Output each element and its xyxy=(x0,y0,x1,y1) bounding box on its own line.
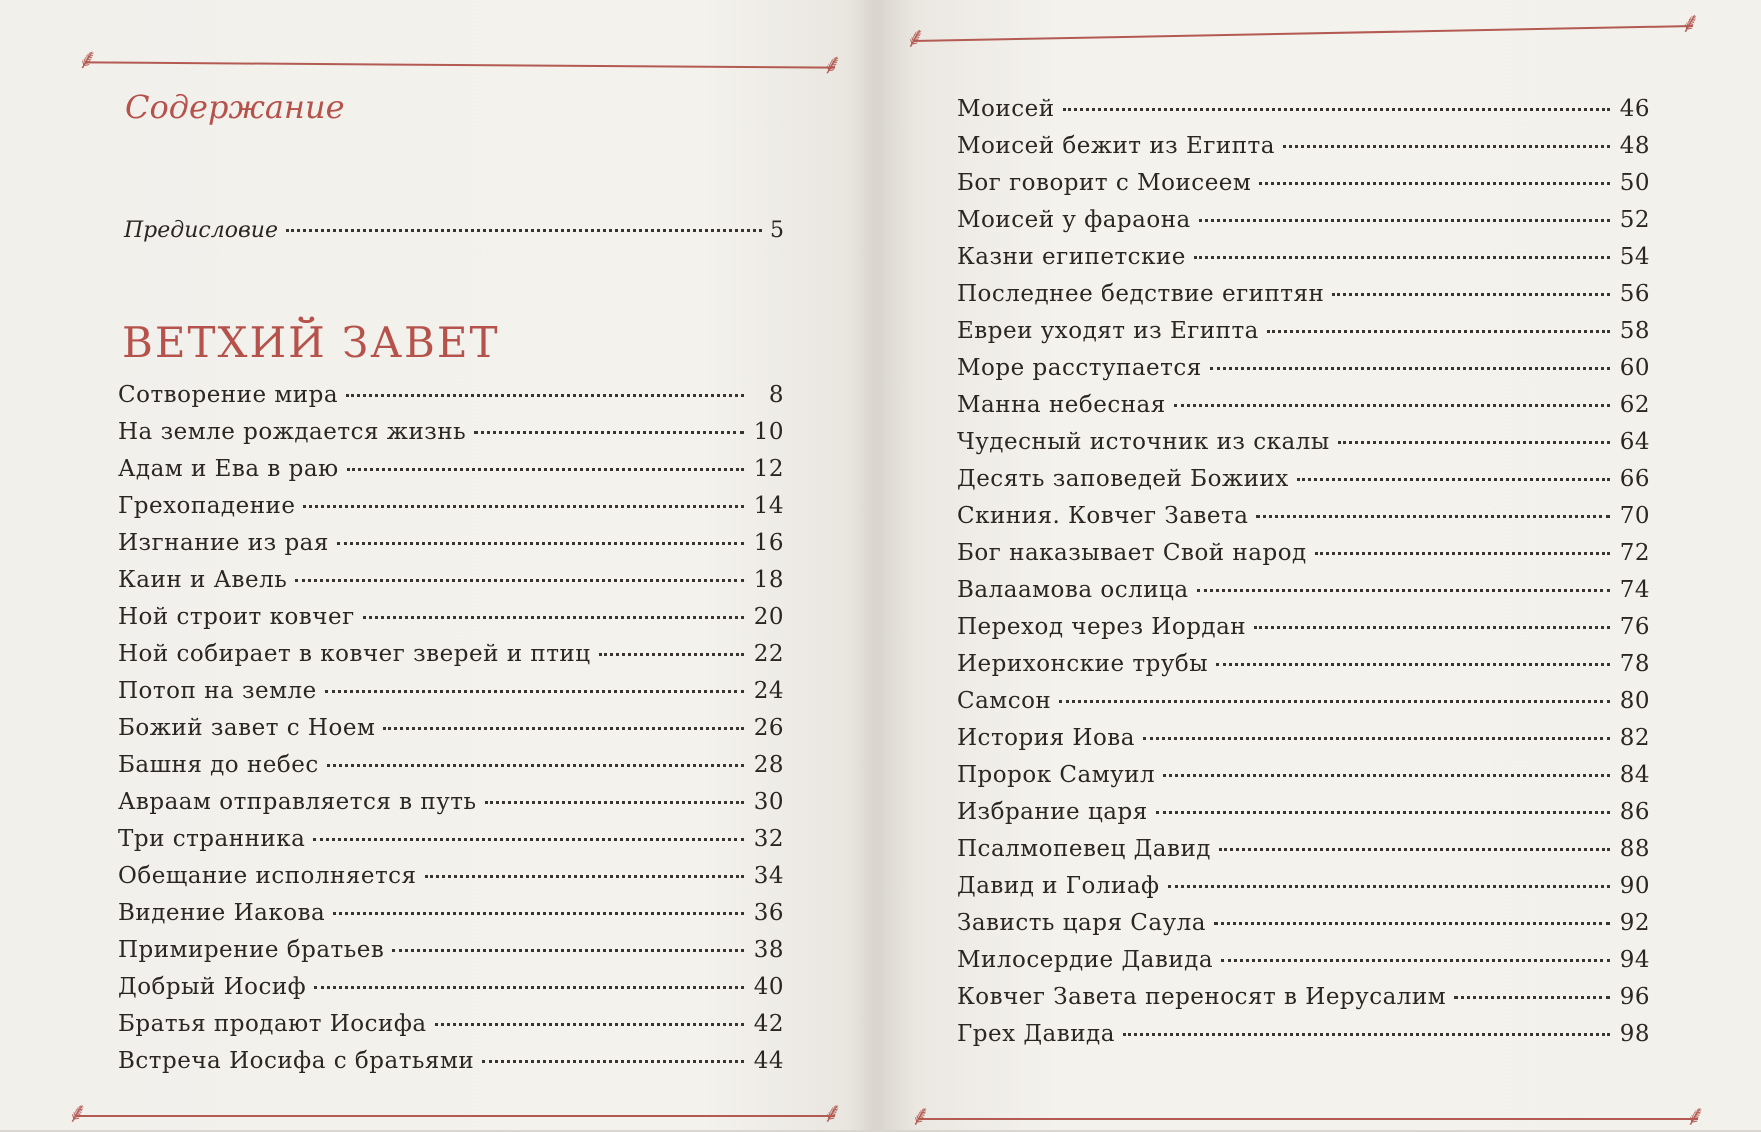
toc-entry[interactable] xyxy=(957,836,1650,873)
toc-entry-title: Бог говорит с Моисеем xyxy=(957,170,1252,196)
toc-entry[interactable] xyxy=(957,318,1650,355)
section-title: ВЕТХИЙ ЗАВЕТ xyxy=(122,318,500,367)
dot-leader xyxy=(1256,515,1610,518)
toc-entry-page: 54 xyxy=(1619,244,1650,270)
toc-entry-page: 72 xyxy=(1619,540,1650,566)
toc-entry[interactable] xyxy=(957,355,1650,392)
toc-entry[interactable] xyxy=(957,725,1650,762)
toc-entry-title: Обещание исполняется xyxy=(118,863,417,889)
toc-entry[interactable] xyxy=(957,429,1650,466)
dot-leader xyxy=(425,875,744,878)
toc-entry-page: 28 xyxy=(753,752,784,778)
toc-entry-title: Потоп на земле xyxy=(118,678,317,704)
dot-leader xyxy=(1259,182,1610,185)
toc-entry-page: 66 xyxy=(1619,466,1650,492)
toc-entry[interactable] xyxy=(118,1048,784,1085)
toc-entry[interactable] xyxy=(118,826,784,863)
toc-entry-title: Бог наказывает Свой народ xyxy=(957,540,1307,566)
toc-entry[interactable] xyxy=(957,947,1650,984)
toc-entry-title: Милосердие Давида xyxy=(957,947,1214,973)
toc-entry[interactable] xyxy=(957,540,1650,577)
toc-entry[interactable] xyxy=(957,984,1650,1021)
dot-leader xyxy=(286,229,762,232)
dot-leader xyxy=(333,912,744,915)
dot-leader xyxy=(337,542,744,545)
toc-entry-title: Чудесный источник из скалы xyxy=(957,429,1330,455)
top-ornament-rule xyxy=(904,5,1702,55)
ornament-curl-icon: ⸙ xyxy=(910,1099,932,1132)
toc-entry-title: Башня до небес xyxy=(118,752,319,778)
toc-entry[interactable] xyxy=(118,641,784,678)
dot-leader xyxy=(346,394,744,397)
toc-entry-page: 52 xyxy=(1619,207,1650,233)
dot-leader xyxy=(1194,256,1610,259)
toc-entry[interactable] xyxy=(957,170,1650,207)
toc-entry-title: Евреи уходят из Египта xyxy=(957,318,1259,344)
ornament-curl-icon: ⸙ xyxy=(821,1096,843,1129)
toc-entry-title: Зависть царя Саула xyxy=(957,910,1206,936)
dot-leader xyxy=(1163,774,1610,777)
toc-entry-page: 42 xyxy=(753,1011,784,1037)
toc-entry[interactable] xyxy=(118,752,784,789)
toc-entry-page: 76 xyxy=(1619,614,1650,640)
preface-page: 5 xyxy=(770,218,784,243)
toc-entry[interactable] xyxy=(957,688,1650,725)
toc-entry-page: 96 xyxy=(1619,984,1650,1010)
toc-entry[interactable] xyxy=(118,715,784,752)
toc-entry-page: 44 xyxy=(753,1048,784,1074)
toc-entry-page: 32 xyxy=(753,826,784,852)
toc-entry[interactable] xyxy=(957,614,1650,651)
dot-leader xyxy=(313,838,744,841)
dot-leader xyxy=(392,949,744,952)
toc-entry-page: 62 xyxy=(1619,392,1650,418)
toc-entry-title: Пророк Самуил xyxy=(957,762,1156,788)
toc-entry-title: Изгнание из рая xyxy=(118,530,329,556)
toc-entry-title: Скиния. Ковчег Завета xyxy=(957,503,1249,529)
toc-entry-title: Сотворение мира xyxy=(118,382,339,408)
toc-entry-title: Ковчег Завета переносят в Иерусалим xyxy=(957,984,1447,1010)
dot-leader xyxy=(435,1023,744,1026)
toc-entry-page: 56 xyxy=(1619,281,1650,307)
toc-entry[interactable] xyxy=(957,133,1650,170)
dot-leader xyxy=(1297,478,1610,481)
toc-entry-title: Встреча Иосифа с братьями xyxy=(118,1048,475,1074)
dot-leader xyxy=(1143,737,1610,740)
toc-entry[interactable] xyxy=(957,392,1650,429)
toc-entry-title: Казни египетские xyxy=(957,244,1186,270)
toc-entry[interactable] xyxy=(957,466,1650,503)
toc-entry-title: Переход через Иордан xyxy=(957,614,1247,640)
dot-leader xyxy=(1214,922,1610,925)
toc-entry-title: Моисей xyxy=(957,96,1055,122)
bottom-ornament-rule xyxy=(910,1099,1706,1132)
ornament-curl-icon: ⸙ xyxy=(1679,5,1702,40)
toc-entry-title: Десять заповедей Божиих xyxy=(957,466,1289,492)
dot-leader xyxy=(1063,108,1610,111)
toc-list-left xyxy=(118,382,784,1085)
dot-leader xyxy=(1332,293,1610,296)
dot-leader xyxy=(599,653,744,656)
toc-entry-page: 8 xyxy=(768,382,784,408)
toc-entry-title: Давид и Голиаф xyxy=(957,873,1160,899)
toc-entry[interactable] xyxy=(957,96,1650,133)
toc-entry-title: Видение Иакова xyxy=(118,900,326,926)
toc-entry[interactable] xyxy=(118,863,784,900)
toc-entry-title: Валаамова ослица xyxy=(957,577,1189,603)
toc-entry[interactable] xyxy=(957,244,1650,281)
toc-entry-page: 50 xyxy=(1619,170,1650,196)
toc-entry[interactable] xyxy=(957,577,1650,614)
dot-leader xyxy=(1199,219,1610,222)
dot-leader xyxy=(482,1060,744,1063)
toc-entry-page: 36 xyxy=(753,900,784,926)
toc-entry-title: Избрание царя xyxy=(957,799,1148,825)
right-page xyxy=(883,0,1761,1130)
dot-leader xyxy=(1216,663,1610,666)
toc-entry[interactable] xyxy=(118,456,784,493)
toc-entry-title: Ной собирает в ковчег зверей и птиц xyxy=(118,641,591,667)
toc-entry-title: Адам и Ева в раю xyxy=(118,456,339,482)
ornament-curl-icon: ⸙ xyxy=(1684,1099,1706,1132)
toc-entry-title: На земле рождается жизнь xyxy=(118,419,467,445)
dot-leader xyxy=(363,616,744,619)
toc-entry[interactable] xyxy=(957,799,1650,836)
dot-leader xyxy=(383,727,744,730)
toc-entry[interactable] xyxy=(957,873,1650,910)
toc-entry-page: 70 xyxy=(1619,503,1650,529)
bottom-ornament-rule xyxy=(67,1096,843,1129)
toc-entry-page: 10 xyxy=(753,419,784,445)
toc-entry-title: Море расступается xyxy=(957,355,1202,381)
toc-entry-page: 20 xyxy=(753,604,784,630)
toc-entry-page: 26 xyxy=(753,715,784,741)
ornament-curl-icon: ⸙ xyxy=(821,47,844,81)
toc-entry-page: 48 xyxy=(1619,133,1650,159)
toc-entry-page: 38 xyxy=(753,937,784,963)
toc-entry-title: Каин и Авель xyxy=(118,567,288,593)
toc-entry-title: Авраам отправляется в путь xyxy=(118,789,477,815)
preface-entry[interactable] xyxy=(124,218,784,243)
toc-entry-page: 84 xyxy=(1619,762,1650,788)
dot-leader xyxy=(474,431,744,434)
dot-leader xyxy=(1174,404,1610,407)
dot-leader xyxy=(347,468,744,471)
toc-entry[interactable] xyxy=(118,604,784,641)
ornament-curl-icon: ⸙ xyxy=(904,20,927,55)
toc-entry[interactable] xyxy=(118,974,784,1011)
toc-entry-page: 12 xyxy=(753,456,784,482)
dot-leader xyxy=(1210,367,1610,370)
toc-entry-title: Грех Давида xyxy=(957,1021,1115,1047)
toc-entry[interactable] xyxy=(957,762,1650,799)
toc-entry-page: 46 xyxy=(1619,96,1650,122)
toc-entry-page: 58 xyxy=(1619,318,1650,344)
preface-title: Предисловие xyxy=(124,218,278,243)
dot-leader xyxy=(1283,145,1610,148)
toc-entry-title: Братья продают Иосифа xyxy=(118,1011,427,1037)
toc-list-right xyxy=(957,96,1650,1058)
toc-entry-title: Божий завет с Ноем xyxy=(118,715,376,741)
toc-entry[interactable] xyxy=(957,1021,1650,1058)
ornament-curl-icon: ⸙ xyxy=(67,1096,89,1129)
dot-leader xyxy=(1219,848,1610,851)
dot-leader xyxy=(1454,996,1610,999)
toc-entry-title: Манна небесная xyxy=(957,392,1166,418)
left-page xyxy=(0,0,875,1130)
toc-entry[interactable] xyxy=(957,207,1650,244)
toc-entry[interactable] xyxy=(118,567,784,604)
toc-entry-page: 14 xyxy=(753,493,784,519)
toc-entry[interactable] xyxy=(118,493,784,530)
toc-entry-title: Грехопадение xyxy=(118,493,296,519)
toc-entry[interactable] xyxy=(957,281,1650,318)
dot-leader xyxy=(1254,626,1610,629)
dot-leader xyxy=(1059,700,1610,703)
toc-entry-title: Последнее бедствие египтян xyxy=(957,281,1325,307)
toc-entry-page: 78 xyxy=(1619,651,1650,677)
dot-leader xyxy=(303,505,744,508)
toc-entry-title: История Иова xyxy=(957,725,1135,751)
dot-leader xyxy=(1156,811,1610,814)
toc-entry-title: Самсон xyxy=(957,688,1052,714)
dot-leader xyxy=(1197,589,1610,592)
toc-entry-title: Три странника xyxy=(118,826,306,852)
dot-leader xyxy=(1315,552,1610,555)
toc-entry-page: 82 xyxy=(1619,725,1650,751)
top-ornament-rule xyxy=(76,42,844,81)
toc-entry[interactable] xyxy=(118,1011,784,1048)
dot-leader xyxy=(1123,1033,1610,1036)
toc-entry-page: 74 xyxy=(1619,577,1650,603)
toc-entry[interactable] xyxy=(957,651,1650,688)
toc-entry[interactable] xyxy=(957,503,1650,540)
toc-entry-page: 60 xyxy=(1619,355,1650,381)
toc-entry-page: 22 xyxy=(753,641,784,667)
dot-leader xyxy=(1221,959,1610,962)
dot-leader xyxy=(325,690,744,693)
toc-entry-page: 92 xyxy=(1619,910,1650,936)
toc-entry-page: 40 xyxy=(753,974,784,1000)
toc-entry-page: 80 xyxy=(1619,688,1650,714)
toc-entry-page: 64 xyxy=(1619,429,1650,455)
toc-entry-title: Добрый Иосиф xyxy=(118,974,307,1000)
toc-entry-page: 24 xyxy=(753,678,784,704)
toc-entry-page: 90 xyxy=(1619,873,1650,899)
toc-entry-title: Примирение братьев xyxy=(118,937,385,963)
toc-entry[interactable] xyxy=(118,900,784,937)
toc-entry-page: 88 xyxy=(1619,836,1650,862)
toc-entry-page: 30 xyxy=(753,789,784,815)
toc-entry[interactable] xyxy=(118,419,784,456)
toc-entry-page: 86 xyxy=(1619,799,1650,825)
toc-entry-title: Псалмопевец Давид xyxy=(957,836,1211,862)
dot-leader xyxy=(1168,885,1610,888)
toc-entry-page: 98 xyxy=(1619,1021,1650,1047)
toc-entry-page: 34 xyxy=(753,863,784,889)
dot-leader xyxy=(485,801,744,804)
toc-entry[interactable] xyxy=(118,382,784,419)
toc-entry-page: 18 xyxy=(753,567,784,593)
toc-entry-title: Иерихонские трубы xyxy=(957,651,1209,677)
toc-entry-title: Ной строит ковчег xyxy=(118,604,355,630)
contents-heading: Содержание xyxy=(125,88,345,126)
dot-leader xyxy=(295,579,744,582)
toc-entry-title: Моисей бежит из Египта xyxy=(957,133,1275,159)
toc-entry-page: 94 xyxy=(1619,947,1650,973)
dot-leader xyxy=(314,986,744,989)
toc-entry[interactable] xyxy=(957,910,1650,947)
ornament-curl-icon: ⸙ xyxy=(76,42,99,76)
toc-entry-page: 16 xyxy=(753,530,784,556)
dot-leader xyxy=(1267,330,1610,333)
toc-entry[interactable] xyxy=(118,530,784,567)
dot-leader xyxy=(1338,441,1610,444)
toc-entry-title: Моисей у фараона xyxy=(957,207,1191,233)
dot-leader xyxy=(327,764,744,767)
toc-entry[interactable] xyxy=(118,678,784,715)
toc-entry[interactable] xyxy=(118,937,784,974)
toc-entry[interactable] xyxy=(118,789,784,826)
